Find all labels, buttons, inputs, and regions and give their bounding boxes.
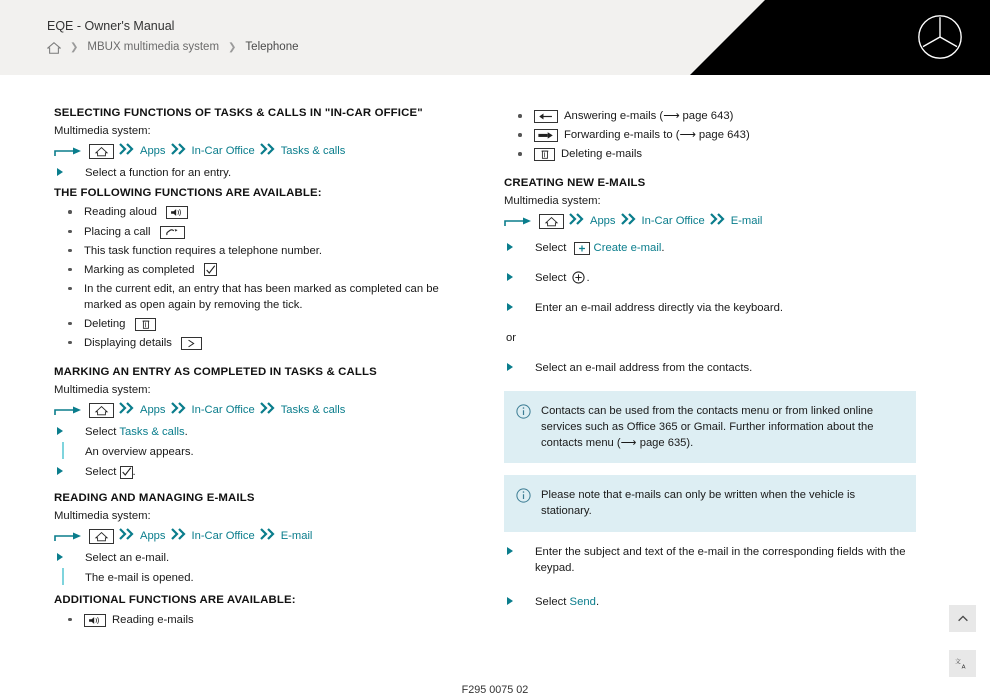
function-list xyxy=(54,204,466,350)
path-label-email: E-mail xyxy=(730,214,763,227)
step-triangle-icon xyxy=(507,363,513,371)
heading-additional-functions: ADDITIONAL FUNCTIONS ARE AVAILABLE: xyxy=(54,594,296,607)
trash-bin-icon xyxy=(534,148,555,161)
double-chevron-icon xyxy=(621,213,637,230)
language-icon xyxy=(955,656,970,671)
double-chevron-icon xyxy=(260,528,276,545)
step-list-compose xyxy=(504,544,916,576)
list-item xyxy=(54,612,466,628)
step-triangle-icon xyxy=(507,303,513,311)
step-text-suffix: . xyxy=(595,595,600,608)
double-chevron-icon xyxy=(119,528,135,545)
list-item xyxy=(54,550,466,566)
step-link-tasks-calls[interactable]: Tasks & calls xyxy=(119,425,185,438)
step-list-marking xyxy=(54,424,466,440)
double-chevron-icon xyxy=(171,143,187,160)
list-item xyxy=(504,270,916,286)
add-circle-icon xyxy=(572,271,585,284)
step-text-prefix: Select xyxy=(535,272,570,285)
bullet-text-reading-emails: Reading e-mails xyxy=(112,613,194,626)
home-menu-icon xyxy=(89,529,114,544)
enter-arrow-icon xyxy=(54,404,84,417)
result-email-opened xyxy=(54,570,466,586)
double-chevron-icon xyxy=(171,402,187,419)
left-column xyxy=(54,105,466,631)
manual-title: EQE - Owner's Manual xyxy=(47,19,175,33)
result-text: An overview appears. xyxy=(85,446,194,458)
chevron-up-icon xyxy=(956,612,970,626)
home-menu-icon xyxy=(89,403,114,418)
path-label-in-car-office: In-Car Office xyxy=(191,144,255,157)
double-chevron-icon xyxy=(260,402,276,419)
path-label-tasks-calls: Tasks & calls xyxy=(280,144,346,157)
step-triangle-icon xyxy=(57,427,63,435)
menu-path-tasks-calls-2 xyxy=(54,402,466,419)
list-item xyxy=(504,127,916,143)
checkbox-checked-icon xyxy=(204,263,217,276)
step-triangle-icon xyxy=(57,168,63,176)
double-chevron-icon xyxy=(171,528,187,545)
heading-reading-managing-emails: READING AND MANAGING E-MAILS xyxy=(54,492,255,505)
step-text-suffix: . xyxy=(661,242,665,255)
bullet-text-placing-a-call: Placing a call xyxy=(84,225,151,238)
path-label-in-car-office: In-Car Office xyxy=(191,403,255,416)
home-menu-icon xyxy=(89,144,114,159)
checkbox-checked-icon xyxy=(120,466,133,479)
list-item xyxy=(54,165,466,181)
bullet-text-displaying-details: Displaying details xyxy=(84,336,172,349)
note-placing-a-call xyxy=(54,243,466,259)
note-marking-completed xyxy=(54,281,466,313)
info-box-contacts xyxy=(504,391,916,464)
breadcrumb-item-mbux[interactable]: MBUX multimedia system xyxy=(87,41,220,53)
bullet-text-answering: Answering e-mails (⟶ page 643) xyxy=(564,110,734,122)
speaker-icon xyxy=(84,614,106,627)
bullet-text-reading-aloud: Reading aloud xyxy=(84,206,157,219)
double-chevron-icon xyxy=(569,213,585,230)
email-functions-list xyxy=(504,108,916,162)
list-item xyxy=(54,335,466,351)
path-label-email: E-mail xyxy=(280,529,313,542)
step-text-suffix: . xyxy=(184,425,188,438)
list-item xyxy=(504,544,916,576)
list-item xyxy=(504,594,916,610)
list-item xyxy=(54,262,466,278)
scroll-to-top-button[interactable] xyxy=(949,605,976,632)
bullet-text-forwarding: Forwarding e-mails to (⟶ page 643) xyxy=(564,129,750,142)
list-item xyxy=(54,204,466,220)
step-text-prefix: Select xyxy=(85,425,120,438)
step-text: Select an e-mail. xyxy=(85,552,170,565)
list-item xyxy=(504,300,916,316)
step-link-create-email[interactable]: Create e-mail xyxy=(593,242,662,255)
bullet-text-deleting-emails: Deleting e-mails xyxy=(561,148,642,161)
heading-following-functions: THE FOLLOWING FUNCTIONS ARE AVAILABLE: xyxy=(54,187,322,200)
double-chevron-icon xyxy=(260,143,276,160)
path-label-apps: Apps xyxy=(140,144,166,157)
path-label-in-car-office: In-Car Office xyxy=(641,214,705,227)
step-triangle-icon xyxy=(507,273,513,281)
home-icon[interactable] xyxy=(47,41,61,55)
step-triangle-icon xyxy=(507,597,513,605)
step-list-select-email xyxy=(54,550,466,566)
heading-marking-entry-completed: MARKING AN ENTRY AS COMPLETED IN TASKS & CALLS xyxy=(54,365,377,378)
step-link-send[interactable]: Send xyxy=(569,595,596,608)
document-page xyxy=(0,75,990,700)
path-label-apps: Apps xyxy=(590,214,616,227)
right-column xyxy=(504,105,916,614)
step-text-suffix: . xyxy=(586,272,590,285)
step-text-prefix: Select xyxy=(535,242,570,255)
double-chevron-icon xyxy=(119,402,135,419)
speaker-icon xyxy=(166,206,188,219)
trash-bin-icon xyxy=(135,318,156,331)
list-item xyxy=(504,146,916,162)
svg-text:A: A xyxy=(961,664,966,671)
info-box-stationary xyxy=(504,475,916,531)
list-item xyxy=(54,224,466,240)
list-item xyxy=(504,240,916,256)
details-arrow-icon xyxy=(181,337,202,350)
plus-icon xyxy=(574,242,590,255)
info-icon xyxy=(516,488,531,503)
step-text-prefix: Select xyxy=(85,466,120,479)
info-text: Please note that e-mails can only be written when the vehicle is stationary. xyxy=(541,489,856,518)
bullet-text-deleting: Deleting xyxy=(84,317,126,330)
step-text: Select an e-mail address from the contacts. xyxy=(535,362,753,375)
double-chevron-icon xyxy=(710,213,726,230)
list-item xyxy=(54,316,466,332)
result-text: The e-mail is opened. xyxy=(85,572,194,585)
note-text: In the current edit, an entry that has been marked as completed can be marked as open again by removing the tick. xyxy=(84,282,439,311)
menu-path-email-create xyxy=(504,213,916,230)
enter-arrow-icon xyxy=(54,530,84,543)
enter-arrow-icon xyxy=(54,145,84,158)
heading-creating-new-emails: CREATING NEW E-MAILS xyxy=(504,177,646,190)
multimedia-system-label: Multimedia system: xyxy=(54,510,151,523)
bullet-text-marking-completed: Marking as completed xyxy=(84,263,195,276)
multimedia-system-label: Multimedia system: xyxy=(54,383,151,396)
step-list-select-contact xyxy=(504,360,916,376)
language-button[interactable] xyxy=(949,650,976,677)
result-overview-appears xyxy=(54,444,466,460)
home-menu-icon xyxy=(539,214,564,229)
step-triangle-icon xyxy=(507,547,513,555)
or-separator: or xyxy=(506,332,517,345)
list-item xyxy=(54,424,466,440)
enter-arrow-icon xyxy=(504,215,534,228)
menu-path-email xyxy=(54,528,466,545)
step-list-send xyxy=(504,594,916,610)
path-label-apps: Apps xyxy=(140,403,166,416)
additional-functions-list xyxy=(54,612,466,628)
step-text: Select a function for an entry. xyxy=(85,167,232,180)
heading-selecting-functions: SELECTING FUNCTIONS OF TASKS & CALLS IN "IN-CAR OFFICE" xyxy=(54,107,423,119)
step-text: Enter an e-mail address directly via the keyboard. xyxy=(535,302,784,315)
step-list-marking-2 xyxy=(54,464,466,480)
forward-email-icon xyxy=(534,129,558,142)
list-item xyxy=(504,108,916,124)
page-header xyxy=(0,0,990,75)
note-text: This task function requires a telephone number. xyxy=(84,244,323,257)
step-list-create-email xyxy=(504,240,916,316)
info-text: Contacts can be used from the contacts menu or from linked online services such as Office 365 or Gmail. Further information about the contacts menu (⟶ page 635). xyxy=(541,404,874,449)
menu-path-tasks-calls xyxy=(54,143,466,160)
step-text-prefix: Select xyxy=(535,595,570,608)
chevron-right-icon: ❯ xyxy=(70,41,79,53)
step-list-select-function xyxy=(54,165,466,181)
step-triangle-icon xyxy=(507,243,513,251)
answer-email-icon xyxy=(534,110,558,123)
step-triangle-icon xyxy=(57,467,63,475)
phone-handset-icon xyxy=(160,226,185,239)
chevron-right-icon: ❯ xyxy=(228,41,237,53)
step-triangle-icon xyxy=(57,553,63,561)
breadcrumb-item-telephone[interactable]: Telephone xyxy=(245,41,299,53)
svg-text:文: 文 xyxy=(955,659,961,666)
info-icon xyxy=(516,404,531,419)
step-text-suffix: . xyxy=(132,466,136,479)
double-chevron-icon xyxy=(119,143,135,160)
multimedia-system-label: Multimedia system: xyxy=(54,125,151,138)
list-item xyxy=(504,360,916,376)
breadcrumb xyxy=(47,40,299,54)
step-text: Enter the subject and text of the e-mail in the corresponding fields with the keypad. xyxy=(535,545,906,574)
list-item xyxy=(54,464,466,480)
path-label-tasks-calls: Tasks & calls xyxy=(280,403,346,416)
mercedes-benz-star-logo xyxy=(917,14,963,60)
path-label-in-car-office: In-Car Office xyxy=(191,529,255,542)
path-label-apps: Apps xyxy=(140,529,166,542)
multimedia-system-label: Multimedia system: xyxy=(504,195,601,208)
figure-code: F295 0075 02 xyxy=(461,684,529,696)
